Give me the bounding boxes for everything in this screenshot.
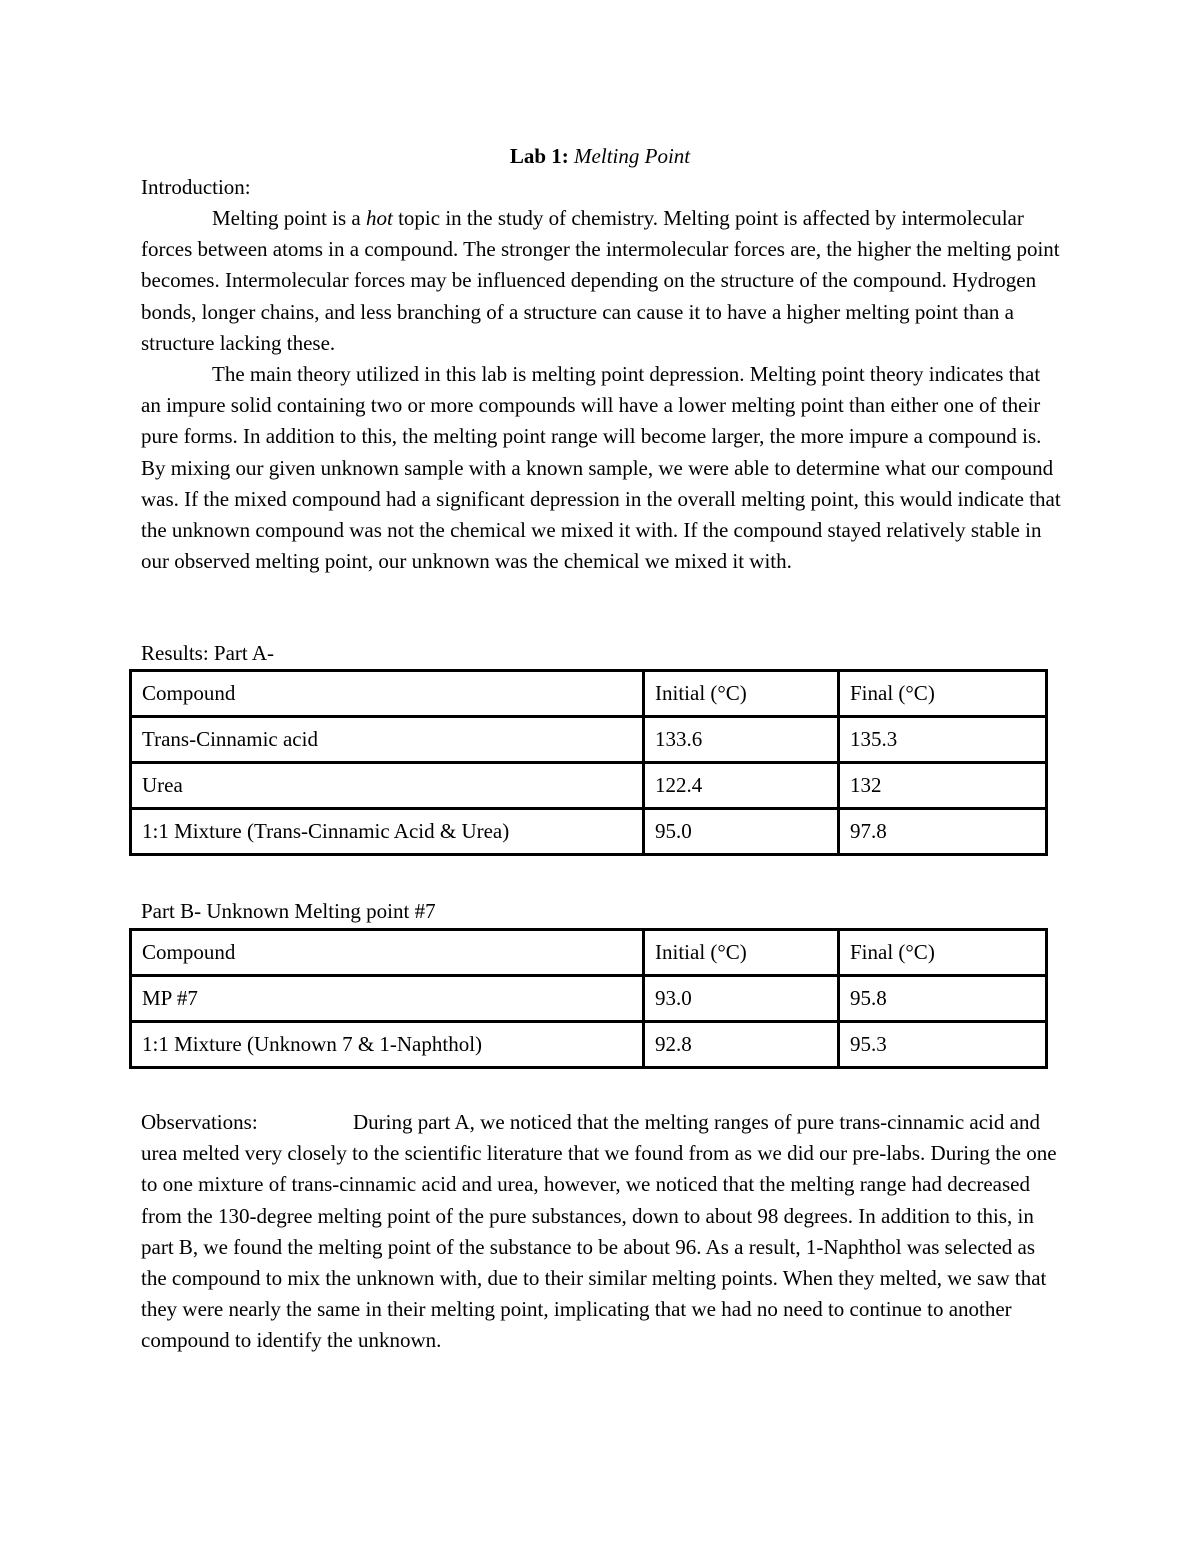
cell-initial: 133.6	[644, 717, 839, 763]
part-a-table	[129, 669, 1048, 856]
observations-heading: Observations:	[141, 1110, 258, 1134]
cell-compound: 1:1 Mixture (Trans-Cinnamic Acid & Urea)	[131, 809, 644, 855]
cell-final: 97.8	[839, 809, 1047, 855]
title-topic: Melting Point	[574, 144, 691, 168]
table-header-row	[131, 930, 1047, 976]
header-compound: Compound	[131, 671, 644, 717]
cell-compound: Trans-Cinnamic acid	[131, 717, 644, 763]
results-part-b-heading: Part B- Unknown Melting point #7	[141, 899, 436, 923]
cell-initial: 95.0	[644, 809, 839, 855]
cell-compound: 1:1 Mixture (Unknown 7 & 1-Naphthol)	[131, 1022, 644, 1068]
para1-start: Melting point is a	[212, 206, 366, 230]
table-row	[131, 809, 1047, 855]
cell-final: 135.3	[839, 717, 1047, 763]
observations-section	[141, 1107, 1061, 1357]
table-header-row	[131, 671, 1047, 717]
cell-compound: MP #7	[131, 976, 644, 1022]
header-initial: Initial (°C)	[644, 671, 839, 717]
results-part-a-heading: Results: Part A-	[141, 641, 275, 665]
para1-rest: topic in the study of chemistry. Melting point is affected by intermolecular forces between atoms in a compound. The stronger the intermolecular forces are, the higher the melting point becomes. Intermolecular forces may be influenced depending on the structure of the compound. Hydrogen bonds, longer chains, and less branching of a structure can cause it to have a higher melting point than a structure lacking these.	[141, 206, 1060, 355]
header-final: Final (°C)	[839, 930, 1047, 976]
header-initial: Initial (°C)	[644, 930, 839, 976]
introduction-paragraph-1	[141, 203, 1061, 359]
table-row	[131, 763, 1047, 809]
header-compound: Compound	[131, 930, 644, 976]
table-row	[131, 976, 1047, 1022]
part-b-table	[129, 928, 1048, 1069]
cell-final: 95.3	[839, 1022, 1047, 1068]
cell-initial: 92.8	[644, 1022, 839, 1068]
para1-emphasis-hot: hot	[366, 206, 393, 230]
introduction-paragraph-2: The main theory utilized in this lab is melting point depression. Melting point theory indicates that an impure solid containing two or more compounds will have a lower melting point than either one of their pure forms. In addition to this, the melting point range will become larger, the more impure a compound is. By mixing our given unknown sample with a known sample, we were able to determine what our compound was. If the mixed compound had a significant depression in the overall melting point, this would indicate that the unknown compound was not the chemical we mixed it with. If the compound stayed relatively stable in our observed melting point, our unknown was the chemical we mixed it with.	[141, 362, 1061, 574]
introduction-heading: Introduction:	[141, 175, 251, 199]
page-title	[0, 142, 1200, 170]
table-row	[131, 717, 1047, 763]
observations-text: During part A, we noticed that the melting ranges of pure trans-cinnamic acid and urea melted very closely to the scientific literature that we found from as we did our pre-labs. During the one to one mixture of trans-cinnamic acid and urea, however, we noticed that the melting range had decreased from the 130-degree melting point of the pure substances, down to about 98 degrees. In addition to this, in part B, we found the melting point of the substance to be about 96. As a result, 1-Naphthol was selected as the compound to mix the unknown with, due to their similar melting points. When they melted, we saw that they were nearly the same in their melting point, implicating that we had no need to continue to another compound to identify the unknown.	[141, 1110, 1057, 1353]
header-final: Final (°C)	[839, 671, 1047, 717]
cell-initial: 93.0	[644, 976, 839, 1022]
cell-compound: Urea	[131, 763, 644, 809]
cell-initial: 122.4	[644, 763, 839, 809]
cell-final: 132	[839, 763, 1047, 809]
table-row	[131, 1022, 1047, 1068]
cell-final: 95.8	[839, 976, 1047, 1022]
title-lab-number: Lab 1:	[509, 144, 569, 168]
